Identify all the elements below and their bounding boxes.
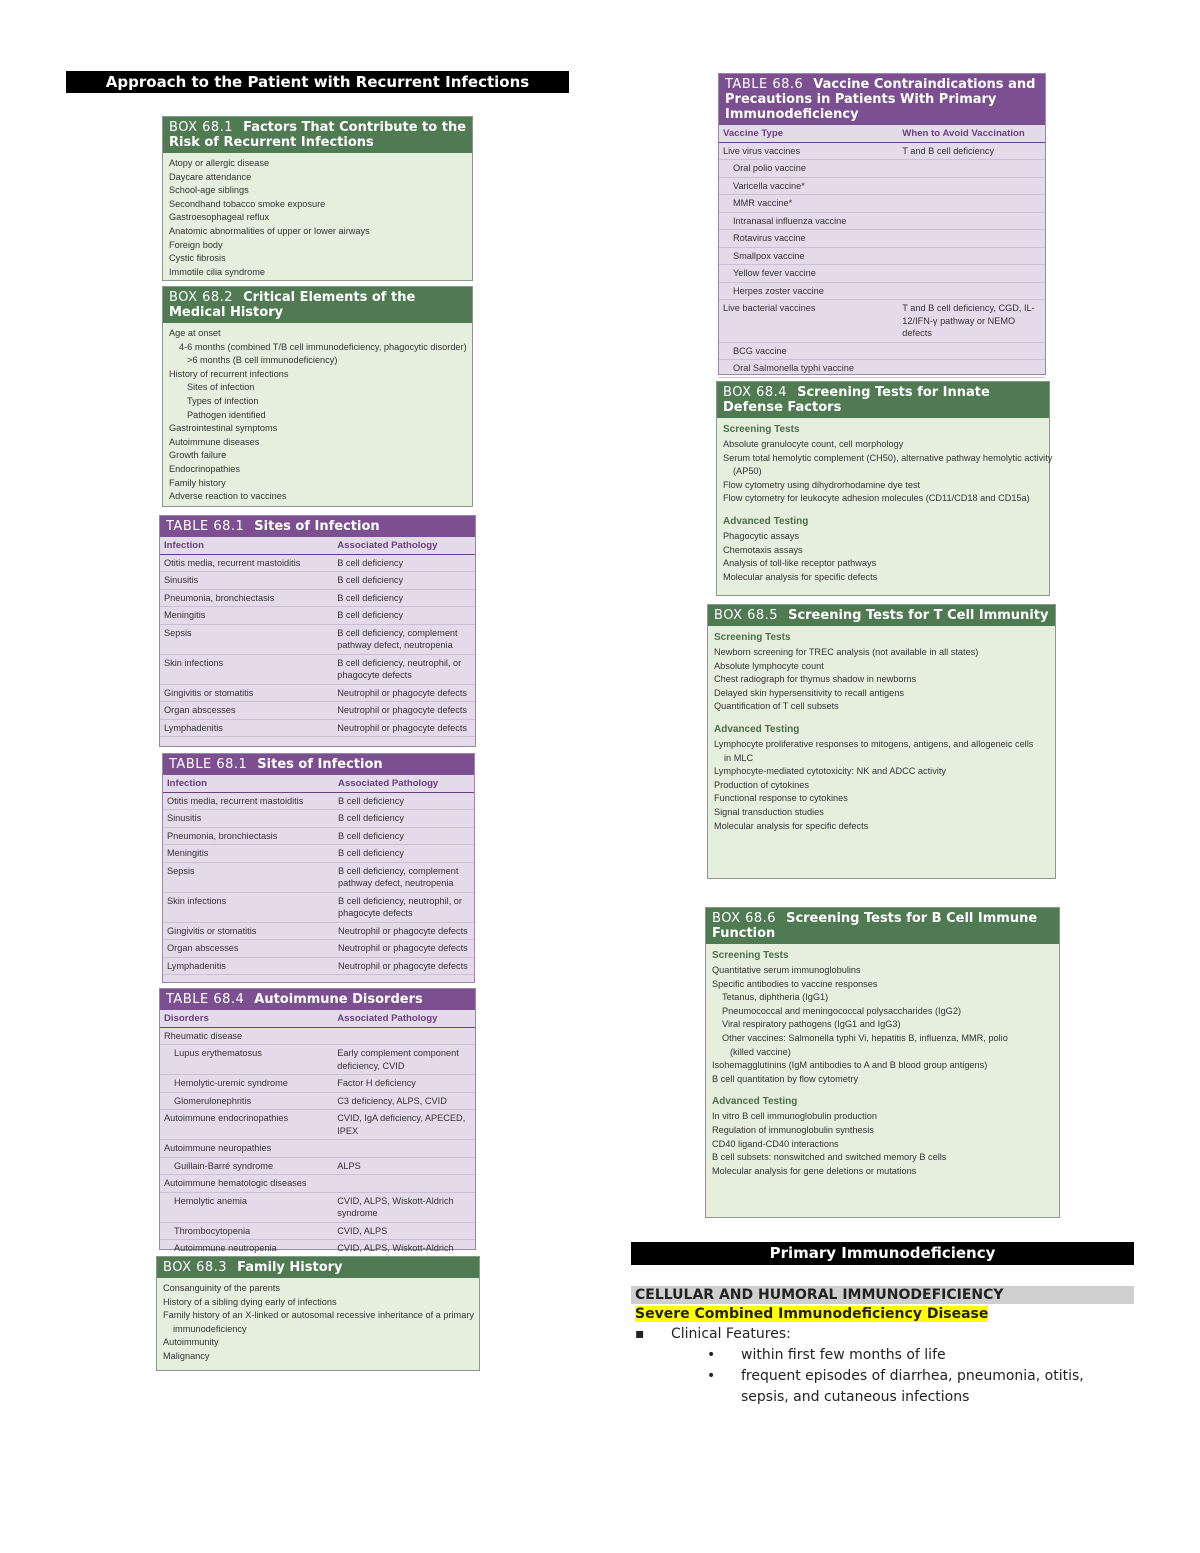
list-item: Serum total hemolytic complement (CH50), alternative pathway hemolytic activity	[723, 452, 1053, 463]
list-item: Types of infection	[187, 395, 259, 406]
table-68-1-a	[159, 515, 476, 747]
table-row	[160, 702, 475, 720]
list-item: Atopy or allergic disease	[169, 158, 270, 168]
table-cell: CVID, IgA deficiency, APECED, IPEX	[333, 1110, 475, 1140]
list-item: (killed vaccine)	[730, 1046, 791, 1057]
box-header	[157, 1257, 479, 1278]
table-cell	[898, 212, 1045, 230]
table-cell: Organ abscesses	[160, 702, 333, 720]
table-row	[163, 827, 474, 845]
table-cell: Varicella vaccine*	[719, 177, 898, 195]
table-cell	[898, 247, 1045, 265]
list-item: CD40 ligand-CD40 interactions	[712, 1138, 839, 1149]
table-cell: B cell deficiency	[334, 810, 474, 828]
table-row	[160, 589, 475, 607]
table-row	[160, 572, 475, 590]
table-row	[163, 922, 474, 940]
box-label: BOX 68.2	[169, 290, 234, 305]
section-heading: CELLULAR AND HUMORAL IMMUNODEFICIENCY	[631, 1286, 1134, 1304]
right-section-banner: Primary Immunodeficiency	[631, 1242, 1134, 1265]
table-header	[719, 74, 1045, 125]
table-cell: Glomerulonephritis	[160, 1092, 333, 1110]
list-item: Analysis of toll-like receptor pathways	[723, 558, 877, 569]
box-label: BOX 68.4	[723, 385, 788, 400]
list-item: Regulation of immunoglobulin synthesis	[712, 1124, 874, 1135]
column-header: Associated Pathology	[333, 1010, 475, 1027]
table-cell	[333, 1140, 475, 1158]
table-row	[163, 892, 474, 922]
table-cell: Gingivitis or stomatitis	[163, 922, 334, 940]
list-item: Newborn screening for TREC analysis (not available in all states)	[714, 647, 979, 657]
table-row	[160, 1157, 475, 1175]
list-item: Secondhand tobacco smoke exposure	[169, 198, 326, 209]
box-body	[708, 626, 1055, 837]
list-item: Adverse reaction to vaccines	[169, 491, 287, 502]
table-row	[719, 212, 1045, 230]
table-cell: Gingivitis or stomatitis	[160, 684, 333, 702]
list-item: Anatomic abnormalities of upper or lower airways	[169, 225, 370, 236]
table-row	[160, 719, 475, 737]
list-item: History of a sibling dying early of infections	[163, 1296, 337, 1307]
table-cell: Organ abscesses	[163, 940, 334, 958]
table-cell	[898, 177, 1045, 195]
table-cell: Rheumatic disease	[160, 1027, 333, 1045]
list-item: in MLC	[724, 752, 754, 763]
table-row	[160, 1092, 475, 1110]
table-row	[719, 360, 1045, 378]
table-cell: CVID, ALPS	[333, 1222, 475, 1240]
box-68-6	[705, 907, 1060, 1218]
table-row	[160, 684, 475, 702]
document-text	[631, 1286, 1134, 1408]
table-cell: Neutrophil or phagocyte defects	[333, 702, 475, 720]
table-row	[163, 862, 474, 892]
list-item: Signal transduction studies	[714, 806, 824, 817]
table-cell	[898, 195, 1045, 213]
table-header-row	[719, 125, 1045, 142]
section-label: Screening Tests	[723, 424, 800, 435]
table-cell: ALPS	[333, 1157, 475, 1175]
table-row	[719, 160, 1045, 178]
table-row	[163, 810, 474, 828]
list-item: Autoimmunity	[163, 1337, 219, 1348]
table-cell: Sepsis	[160, 624, 333, 654]
table-cell: T and B cell deficiency	[898, 142, 1045, 160]
table-cell: Autoimmune neutropenia	[160, 1240, 333, 1283]
table-title: Autoimmune Disorders	[254, 992, 423, 1007]
box-body	[163, 153, 472, 283]
list-item: Pathogen identified	[187, 409, 266, 420]
table-cell: Meningitis	[160, 607, 333, 625]
table-cell: Live virus vaccines	[719, 142, 898, 160]
bullet-icon: •	[707, 1368, 716, 1384]
box-header	[708, 605, 1055, 626]
list-item: Foreign body	[169, 239, 223, 250]
list-item: Specific antibodies to vaccine responses	[712, 978, 878, 989]
table-cell: BCG vaccine	[719, 342, 898, 360]
list-item: Isohemagglutinins (IgM antibodies to A and B blood group antigens)	[712, 1060, 988, 1071]
table-cell: Otitis media, recurrent mastoiditis	[163, 792, 334, 810]
table-row	[719, 142, 1045, 160]
table-cell: Neutrophil or phagocyte defects	[333, 684, 475, 702]
table-label: TABLE 68.4	[166, 992, 245, 1007]
table-row	[160, 554, 475, 572]
table-cell: MMR vaccine*	[719, 195, 898, 213]
section-label: Screening Tests	[714, 632, 791, 643]
table-row	[160, 654, 475, 684]
list-item: Family history of an X-linked or autosomal recessive inheritance of a primary	[163, 1310, 474, 1321]
list-item: Gastrointestinal symptoms	[169, 423, 278, 434]
list-item: Family history	[169, 477, 226, 488]
list-item: Tetanus, diphtheria (IgG1)	[722, 992, 829, 1003]
list-item: School-age siblings	[169, 185, 249, 196]
table-cell: Neutrophil or phagocyte defects	[334, 940, 474, 958]
table-row	[160, 1175, 475, 1193]
spacer	[714, 714, 1049, 722]
box-68-1	[162, 116, 473, 281]
list-item: Flow cytometry using dihydrorhodamine dye test	[723, 479, 921, 490]
list-item: Pneumococcal and meningococcal polysaccharides (IgG2)	[722, 1005, 962, 1016]
list-item: Growth failure	[169, 450, 227, 461]
list-item: Malignancy	[163, 1350, 210, 1361]
box-title: Factors That Contribute to the Risk of Recurrent Infections	[169, 120, 467, 150]
list-item: Quantitative serum immunoglobulins	[712, 965, 861, 975]
box-title: Critical Elements of the Medical History	[169, 290, 416, 320]
bullet-icon: •	[707, 1347, 716, 1363]
table-cell: Skin infections	[160, 654, 333, 684]
sub-bullet-text: frequent episodes of diarrhea, pneumonia, otitis,	[741, 1368, 1084, 1384]
bullet-text: Clinical Features:	[671, 1326, 791, 1342]
column-header: Infection	[163, 775, 334, 792]
list-item: Other vaccines: Salmonella typhi Vi, hepatitis B, influenza, MMR, polio	[722, 1032, 1008, 1043]
box-header	[163, 287, 472, 323]
list-item: B cell subsets: nonswitched and switched memory B cells	[712, 1152, 947, 1163]
table-row	[163, 792, 474, 810]
box-68-2	[162, 286, 473, 507]
table-cell: Rotavirus vaccine	[719, 230, 898, 248]
table-title: Sites of Infection	[257, 757, 383, 772]
table-cell: T and B cell deficiency, CGD, IL-12/IFN-γ pathway or NEMO defects	[898, 300, 1045, 343]
table-header-row	[160, 1010, 475, 1027]
list-item: Absolute granulocyte count, cell morphology	[723, 439, 904, 449]
list-item: History of recurrent infections	[169, 368, 289, 379]
table-cell: B cell deficiency	[333, 554, 475, 572]
sub-bullet-text: within first few months of life	[741, 1347, 946, 1363]
table-row	[160, 1045, 475, 1075]
list-item: Molecular analysis for specific defects	[723, 571, 878, 582]
table-cell: B cell deficiency	[334, 845, 474, 863]
list-item: Daycare attendance	[169, 171, 252, 182]
table-row	[719, 177, 1045, 195]
table-68-1-b	[162, 753, 475, 983]
list-item: Absolute lymphocyte count	[714, 660, 824, 671]
column-header: Disorders	[160, 1010, 333, 1027]
table-cell	[333, 1175, 475, 1193]
list-item: Delayed skin hypersensitivity to recall antigens	[714, 687, 904, 698]
sites-of-infection-table	[163, 775, 474, 975]
table-cell: Smallpox vaccine	[719, 247, 898, 265]
table-row	[719, 247, 1045, 265]
list-item: Functional response to cytokines	[714, 793, 848, 804]
table-label: TABLE 68.1	[169, 757, 248, 772]
list-item: Chest radiograph for thymus shadow in newborns	[714, 674, 917, 685]
table-cell	[898, 360, 1045, 378]
table-cell	[898, 342, 1045, 360]
box-title: Screening Tests for Innate Defense Factors	[723, 385, 990, 415]
table-row	[719, 300, 1045, 343]
list-item: Molecular analysis for specific defects	[714, 820, 869, 831]
table-cell: Neutrophil or phagocyte defects	[334, 957, 474, 975]
disease-heading-row	[631, 1304, 1134, 1324]
table-cell: Neutrophil or phagocyte defects	[334, 922, 474, 940]
sub-bullet-continuation	[631, 1387, 1134, 1408]
spacer	[712, 1086, 1053, 1094]
section-label: Screening Tests	[712, 950, 789, 961]
table-cell	[333, 1027, 475, 1045]
table-cell: CVID, ALPS, Wiskott-Aldrich syndrome	[333, 1192, 475, 1222]
list-item: Molecular analysis for gene deletions or mutations	[712, 1165, 917, 1176]
box-label: BOX 68.3	[163, 1260, 228, 1275]
list-item: Age at onset	[169, 328, 221, 338]
table-cell: Factor H deficiency	[333, 1075, 475, 1093]
list-item: Flow cytometry for leukocyte adhesion molecules (CD11/CD18 and CD15a)	[723, 493, 1030, 504]
column-header: Vaccine Type	[719, 125, 898, 142]
list-item: >6 months (B cell immunodeficiency)	[187, 355, 338, 366]
column-header: When to Avoid Vaccination	[898, 125, 1045, 142]
list-item: Phagocytic assays	[723, 530, 800, 541]
table-row	[160, 1027, 475, 1045]
table-cell: Thrombocytopenia	[160, 1222, 333, 1240]
table-cell: Lupus erythematosus	[160, 1045, 333, 1075]
table-row	[163, 957, 474, 975]
list-item: Chemotaxis assays	[723, 544, 803, 555]
table-cell: Sinusitis	[163, 810, 334, 828]
section-label: Advanced Testing	[712, 1096, 798, 1108]
list-item: Immotile cilia syndrome	[169, 266, 265, 277]
table-68-4	[159, 988, 476, 1253]
autoimmune-disorders-table	[160, 1010, 475, 1283]
table-cell: Autoimmune neuropathies	[160, 1140, 333, 1158]
box-68-3	[156, 1256, 480, 1371]
table-cell: Herpes zoster vaccine	[719, 282, 898, 300]
table-label: TABLE 68.1	[166, 519, 245, 534]
table-cell: Lymphadenitis	[163, 957, 334, 975]
list-item: Quantification of T cell subsets	[714, 701, 839, 712]
table-cell: B cell deficiency	[333, 572, 475, 590]
box-title: Screening Tests for T Cell Immunity	[788, 608, 1049, 623]
box-header	[163, 117, 472, 153]
table-header	[163, 754, 474, 775]
table-header-row	[160, 537, 475, 554]
left-section-banner: Approach to the Patient with Recurrent Infections	[66, 71, 569, 93]
table-cell	[898, 230, 1045, 248]
list-item: Consanguinity of the parents	[163, 1283, 280, 1293]
bullet-icon: ▪	[635, 1326, 645, 1342]
table-row	[160, 607, 475, 625]
sub-bullet-text: sepsis, and cutaneous infections	[741, 1389, 970, 1405]
disease-heading: Severe Combined Immunodeficiency Disease	[635, 1306, 989, 1322]
table-row	[160, 1222, 475, 1240]
list-item: Cystic fibrosis	[169, 253, 226, 264]
table-cell: B cell deficiency, complement pathway defect, neutropenia	[334, 862, 474, 892]
table-row	[719, 342, 1045, 360]
table-cell: Skin infections	[163, 892, 334, 922]
section-label: Advanced Testing	[723, 515, 809, 527]
box-body	[717, 418, 1053, 588]
table-cell: B cell deficiency, neutrophil, or phagocyte defects	[334, 892, 474, 922]
table-cell	[898, 160, 1045, 178]
table-row	[163, 845, 474, 863]
list-item: Lymphocyte proliferative responses to mitogens, antigens, and allogeneic cells	[714, 738, 1034, 749]
list-item: Sites of infection	[187, 382, 255, 393]
list-item: (AP50)	[733, 466, 762, 477]
table-row	[160, 1110, 475, 1140]
table-cell	[898, 265, 1045, 283]
table-cell: B cell deficiency, complement pathway defect, neutropenia	[333, 624, 475, 654]
table-cell: CVID, ALPS, Wiskott-Aldrich	[333, 1240, 475, 1283]
box-title: Family History	[237, 1260, 343, 1275]
table-cell: Lymphadenitis	[160, 719, 333, 737]
table-header	[160, 989, 475, 1010]
list-item: Production of cytokines	[714, 779, 809, 790]
column-header: Associated Pathology	[334, 775, 474, 792]
table-cell: B cell deficiency	[334, 827, 474, 845]
table-cell	[898, 282, 1045, 300]
box-header	[717, 382, 1049, 418]
list-item: B cell quantitation by flow cytometry	[712, 1073, 859, 1084]
table-cell: Neutrophil or phagocyte defects	[333, 719, 475, 737]
table-cell: Meningitis	[163, 845, 334, 863]
table-cell: Early complement component deficiency, CVID	[333, 1045, 475, 1075]
table-label: TABLE 68.6	[725, 77, 804, 92]
list-item: Gastroesophageal reflux	[169, 212, 270, 223]
list-item: Lymphocyte-mediated cytotoxicity: NK and ADCC activity	[714, 766, 946, 777]
table-row	[160, 624, 475, 654]
list-item: Viral respiratory pathogens (IgG1 and IgG3)	[722, 1019, 901, 1030]
vaccine-contraindications-table	[719, 125, 1045, 378]
table-row	[160, 1192, 475, 1222]
box-label: BOX 68.5	[714, 608, 779, 623]
table-cell: Yellow fever vaccine	[719, 265, 898, 283]
table-cell: Guillain-Barré syndrome	[160, 1157, 333, 1175]
spacer	[723, 506, 1043, 514]
table-header-row	[163, 775, 474, 792]
box-title: Screening Tests for B Cell Immune Function	[712, 911, 1038, 941]
column-header: Associated Pathology	[333, 537, 475, 554]
table-cell: B cell deficiency	[333, 589, 475, 607]
bullet-item	[631, 1324, 1134, 1345]
table-cell: Sepsis	[163, 862, 334, 892]
table-cell: B cell deficiency	[334, 792, 474, 810]
table-title: Sites of Infection	[254, 519, 380, 534]
table-row	[719, 230, 1045, 248]
table-row	[719, 195, 1045, 213]
box-body	[706, 944, 1059, 1182]
box-body	[163, 323, 472, 508]
box-68-4	[716, 381, 1053, 596]
table-cell: Otitis media, recurrent mastoiditis	[160, 554, 333, 572]
sites-of-infection-table	[160, 537, 475, 737]
list-item: immunodeficiency	[173, 1323, 247, 1334]
table-title: Vaccine Contraindications and Precautions in Patients With Primary Immunodeficiency	[725, 77, 1036, 122]
list-item: In vitro B cell immunoglobulin production	[712, 1111, 877, 1122]
section-label: Advanced Testing	[714, 723, 800, 735]
table-cell: Intranasal influenza vaccine	[719, 212, 898, 230]
list-item: Endocrinopathies	[169, 463, 240, 474]
table-cell: Hemolytic-uremic syndrome	[160, 1075, 333, 1093]
box-body	[157, 1278, 479, 1368]
box-68-5	[707, 604, 1056, 879]
table-row	[163, 940, 474, 958]
table-cell: Oral polio vaccine	[719, 160, 898, 178]
table-cell: Autoimmune endocrinopathies	[160, 1110, 333, 1140]
box-label: BOX 68.6	[712, 911, 777, 926]
table-cell: C3 deficiency, ALPS, CVID	[333, 1092, 475, 1110]
column-header: Infection	[160, 537, 333, 554]
table-cell: Oral Salmonella typhi vaccine	[719, 360, 898, 378]
table-cell: Sinusitis	[160, 572, 333, 590]
table-row	[719, 282, 1045, 300]
table-cell: Pneumonia, bronchiectasis	[160, 589, 333, 607]
list-item: Autoimmune diseases	[169, 436, 260, 447]
box-label: BOX 68.1	[169, 120, 234, 135]
sub-bullet-item	[631, 1366, 1134, 1387]
table-cell: Autoimmune hematologic diseases	[160, 1175, 333, 1193]
sub-bullet-item	[631, 1345, 1134, 1366]
list-item: 4-6 months (combined T/B cell immunodeficiency, phagocytic disorder)	[179, 341, 467, 352]
table-cell: B cell deficiency, neutrophil, or phagocyte defects	[333, 654, 475, 684]
table-row	[719, 265, 1045, 283]
table-cell: Live bacterial vaccines	[719, 300, 898, 343]
table-68-6	[718, 73, 1046, 375]
table-cell: Pneumonia, bronchiectasis	[163, 827, 334, 845]
table-cell: B cell deficiency	[333, 607, 475, 625]
table-row	[160, 1140, 475, 1158]
box-header	[706, 908, 1059, 944]
table-cell: Hemolytic anemia	[160, 1192, 333, 1222]
table-header	[160, 516, 475, 537]
table-row	[160, 1075, 475, 1093]
